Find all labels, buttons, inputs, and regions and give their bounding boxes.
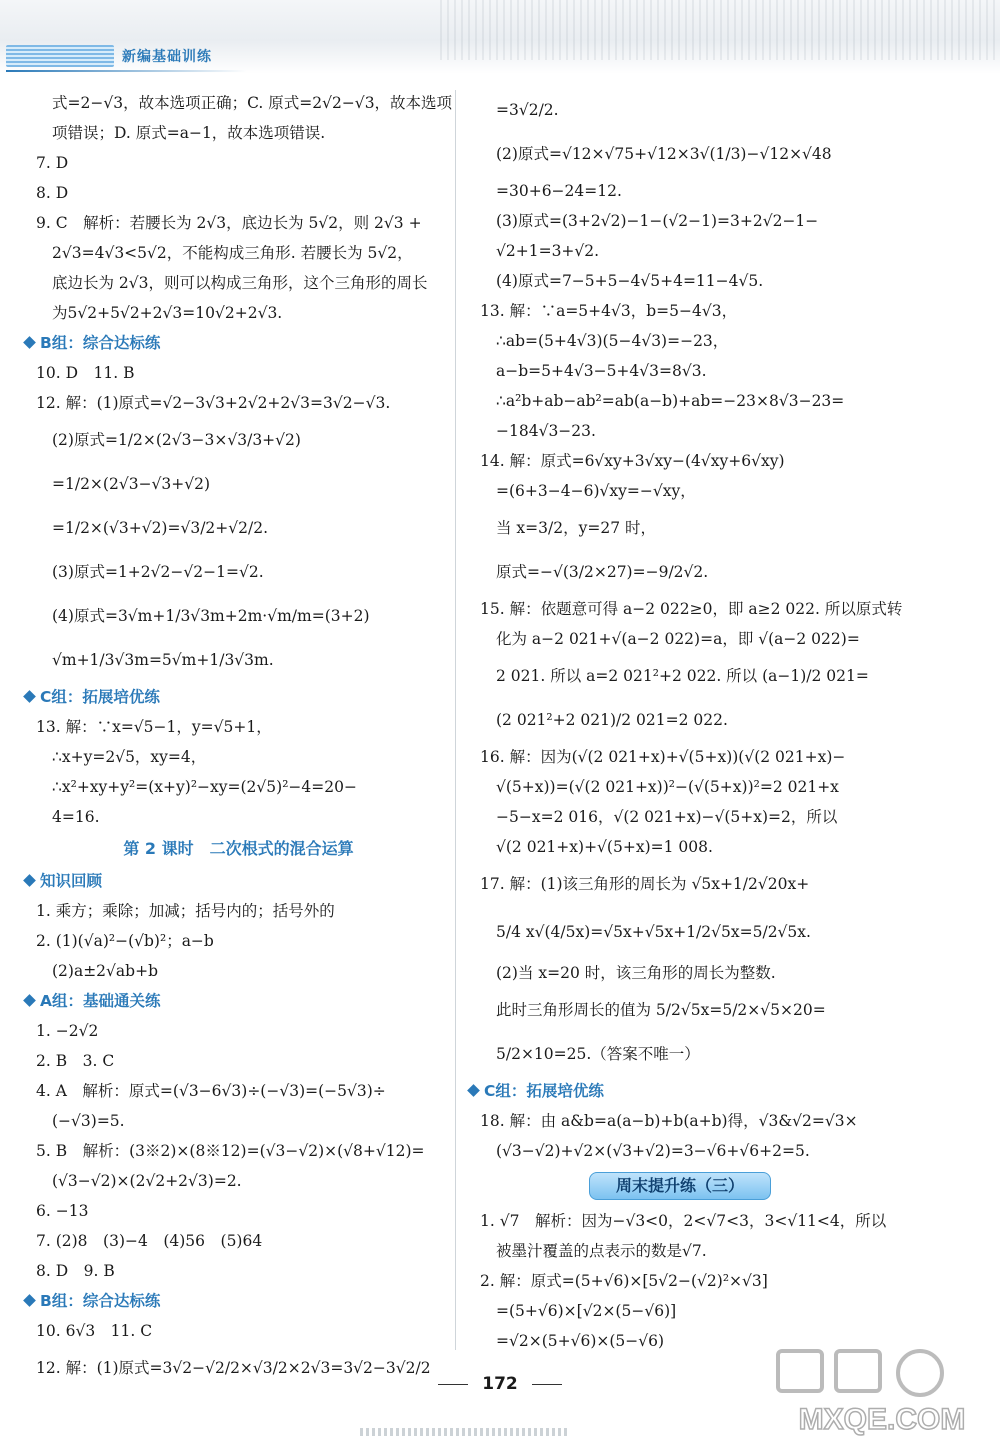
section-heading-label: 知识回顾 [40, 872, 103, 890]
answer-item: 2. B 3. C [36, 1052, 115, 1070]
formula-line: 原式=−√(3/2×27)=−9/2√2. [496, 563, 709, 581]
text-line: ∴ab=(5+4√3)(5−4√3)=−23， [496, 332, 729, 350]
text-line: 项错误；D. 原式=a−1，故本选项错误. [52, 124, 326, 142]
formula-line: =3√2/2. [496, 101, 559, 119]
section-heading [22, 1286, 441, 1316]
formula-line: =1/2×(2√3−√3+√2) [52, 475, 211, 493]
text-line: 被墨汁覆盖的点表示的数是√7. [496, 1242, 707, 1260]
diamond-icon [23, 690, 36, 703]
section-heading [22, 986, 441, 1016]
text-line: (3)原式=(3+2√2)−1−(√2−1)=3+2√2−1− [496, 212, 819, 230]
text-line: 4=16. [52, 808, 100, 826]
answer-item: 12. 解：(1)原式=3√2−√2/2×√3/2×2√3=3√2−3√2/2 [36, 1359, 431, 1377]
formula-line: 5/4 x√(4/5x)=√5x+√5x+1/2√5x=5/2√5x. [496, 923, 811, 941]
watermark-text: MXQE.COM [798, 1403, 966, 1436]
dash-left [438, 1384, 468, 1385]
text-line: ∴a²b+ab−ab²=ab(a−b)+ab=−23×8√3−23= [496, 392, 845, 410]
answer-item: 13. 解：∵a=5+4√3，b=5−4√3， [480, 302, 738, 320]
weekly-practice-banner: 周末提升练（三） [589, 1172, 771, 1200]
text-line: (√3−√2)+√2×(√3+√2)=3−√6+√6+2=5. [496, 1142, 810, 1160]
text-line: √2+1=3+√2. [496, 242, 600, 260]
answer-item: 17. 解：(1)该三角形的周长为 √5x+1/2√20x+ [480, 875, 810, 893]
text-line: a−b=5+4√3−5+4√3=8√3. [496, 362, 707, 380]
section-heading-label: C组：拓展培优练 [40, 688, 160, 706]
diamond-icon [467, 1084, 480, 1097]
answer-item: 14. 解：原式=6√xy+3√xy−(4√xy+6√xy) [480, 452, 785, 470]
header-rule [6, 70, 246, 72]
formula-line: =1/2×(√3+√2)=√3/2+√2/2. [52, 519, 269, 537]
formula-line: √m+1/3√3m=5√m+1/3√3m. [52, 651, 274, 669]
text-line: ∴x+y=2√5，xy=4， [52, 748, 207, 766]
column-divider [455, 90, 456, 1350]
answer-item: 13. 解：∵x=√5−1，y=√5+1， [36, 718, 272, 736]
text-line: 底边长为 2√3，则可以构成三角形，这个三角形的周长 [52, 274, 428, 292]
running-header: 新编基础训练 [122, 49, 212, 65]
section-heading-label: B组：综合达标练 [40, 334, 161, 352]
section-heading [22, 682, 441, 712]
answer-item: 8. D [36, 184, 69, 202]
answer-item: 7. (2)8 (3)−4 (4)56 (5)64 [36, 1232, 263, 1250]
section-heading [466, 1076, 880, 1106]
section-heading [22, 866, 441, 896]
answer-item: 9. C 解析：若腰长为 2√3，底边长为 5√2，则 2√3 + [36, 214, 422, 232]
header-decoration [6, 45, 114, 67]
diamond-icon [23, 874, 36, 887]
answer-item: 15. 解：依题意可得 a−2 022≥0，即 a≥2 022. 所以原式转 [480, 600, 903, 618]
watermark-logo [770, 1345, 995, 1437]
text-line: √(5+x))=(√(2 021+x))²−(√(5+x))²=2 021+x [496, 778, 839, 796]
text-line: (2)当 x=20 时，该三角形的周长为整数. [496, 964, 776, 982]
dash-right [532, 1384, 562, 1385]
text-line: 为5√2+5√2+2√3=10√2+2√3. [52, 304, 283, 322]
answer-item: 2. (1)(√a)²−(√b)²；a−b [36, 932, 214, 950]
text-line: =(5+√6)×[√2×(5−√6)] [496, 1302, 677, 1320]
formula-line: (3)原式=1+2√2−√2−1=√2. [52, 563, 264, 581]
formula-line: (2)原式=1/2×(2√3−3×√3/3+√2) [52, 431, 301, 449]
text-line: 化为 a−2 021+√(a−2 022)=a，即 √(a−2 022)= [496, 630, 860, 648]
section-heading-label: C组：拓展培优练 [484, 1082, 604, 1100]
text-line: √(2 021+x)+√(5+x)=1 008. [496, 838, 713, 856]
answer-item: 1. 乘方；乘除；加减；括号内的；括号外的 [36, 902, 335, 920]
text-line: =√2×(5+√6)×(5−√6) [496, 1332, 665, 1350]
left-column [36, 88, 453, 1390]
answer-item: 8. D 9. B [36, 1262, 115, 1280]
answer-item: 18. 解：由 a&b=a(a−b)+b(a+b)得，√3&√2=√3× [480, 1112, 858, 1130]
formula-line: (2 021²+2 021)/2 021=2 022. [496, 711, 728, 729]
page-number-value: 172 [482, 1374, 518, 1394]
formula-line: 5/2×10=25.（答案不唯一） [496, 1045, 700, 1063]
text-line: (2)a±2√ab+b [52, 962, 158, 980]
text-line: (4)原式=7−5+5−4√5+4=11−4√5. [496, 272, 764, 290]
formula-line: (2)原式=√12×√75+√12×3√(1/3)−√12×√48 [496, 145, 832, 163]
formula-line: (4)原式=3√m+1/3√3m+2m·√m/m=(3+2) [52, 607, 370, 625]
section-heading-label: B组：综合达标练 [40, 1292, 161, 1310]
formula-line: 2 021. 所以 a=2 021²+2 022. 所以 (a−1)/2 021= [496, 667, 869, 685]
answer-item: 1. √7 解析：因为−√3<0，2<√7<3，3<√11<4，所以 [480, 1212, 887, 1230]
lesson-title: 第 2 课时 二次根式的混合运算 [123, 839, 354, 858]
answer-item: 10. D 11. B [36, 364, 135, 382]
text-line: 2√3=4√3<5√2，不能构成三角形. 若腰长为 5√2， [52, 244, 413, 262]
diamond-icon [23, 994, 36, 1007]
text-line: ∴x²+xy+y²=(x+y)²−xy=(2√5)²−4=20− [52, 778, 357, 796]
text-line: 式=2−√3，故本选项正确；C. 原式=2√2−√3，故本选项 [52, 94, 453, 112]
footer-scan-noise [360, 1428, 570, 1436]
answer-item: 4. A 解析：原式=(√3−6√3)÷(−√3)=(−5√3)÷ [36, 1082, 386, 1100]
weekly-banner-wrap [480, 1166, 880, 1206]
text-line: =30+6−24=12. [496, 182, 622, 200]
text-line: (√3−√2)×(2√2+2√3)=2. [52, 1172, 242, 1190]
answer-item: 10. 6√3 11. C [36, 1322, 153, 1340]
answer-item: 12. 解：(1)原式=√2−3√3+2√2+2√3=3√2−√3. [36, 394, 391, 412]
section-heading-label: A组：基础通关练 [40, 992, 161, 1010]
answer-item: 7. D [36, 154, 69, 172]
answer-item: 16. 解：因为(√(2 021+x)+√(5+x))(√(2 021+x)− [480, 748, 846, 766]
formula-line: 此时三角形周长的值为 5/2√5x=5/2×√5×20= [496, 1001, 826, 1019]
text-line: −5−x=2 016，√(2 021+x)−√(5+x)=2，所以 [496, 808, 838, 826]
answer-item: 6. −13 [36, 1202, 89, 1220]
section-heading [22, 328, 441, 358]
text-line: =(6+3−4−6)√xy=−√xy， [496, 482, 696, 500]
answer-item: 1. −2√2 [36, 1022, 99, 1040]
formula-line: 当 x=3/2，y=27 时， [496, 519, 656, 537]
text-line: −184√3−23. [496, 422, 596, 440]
diamond-icon [23, 336, 36, 349]
text-line: (−√3)=5. [52, 1112, 125, 1130]
answer-item: 5. B 解析：(3※2)×(8※12)=(√3−√2)×(√8+√12)= [36, 1142, 425, 1160]
right-column [480, 88, 903, 1356]
diamond-icon [23, 1294, 36, 1307]
answer-item: 2. 解：原式=(5+√6)×[5√2−(√2)²×√3] [480, 1272, 768, 1290]
